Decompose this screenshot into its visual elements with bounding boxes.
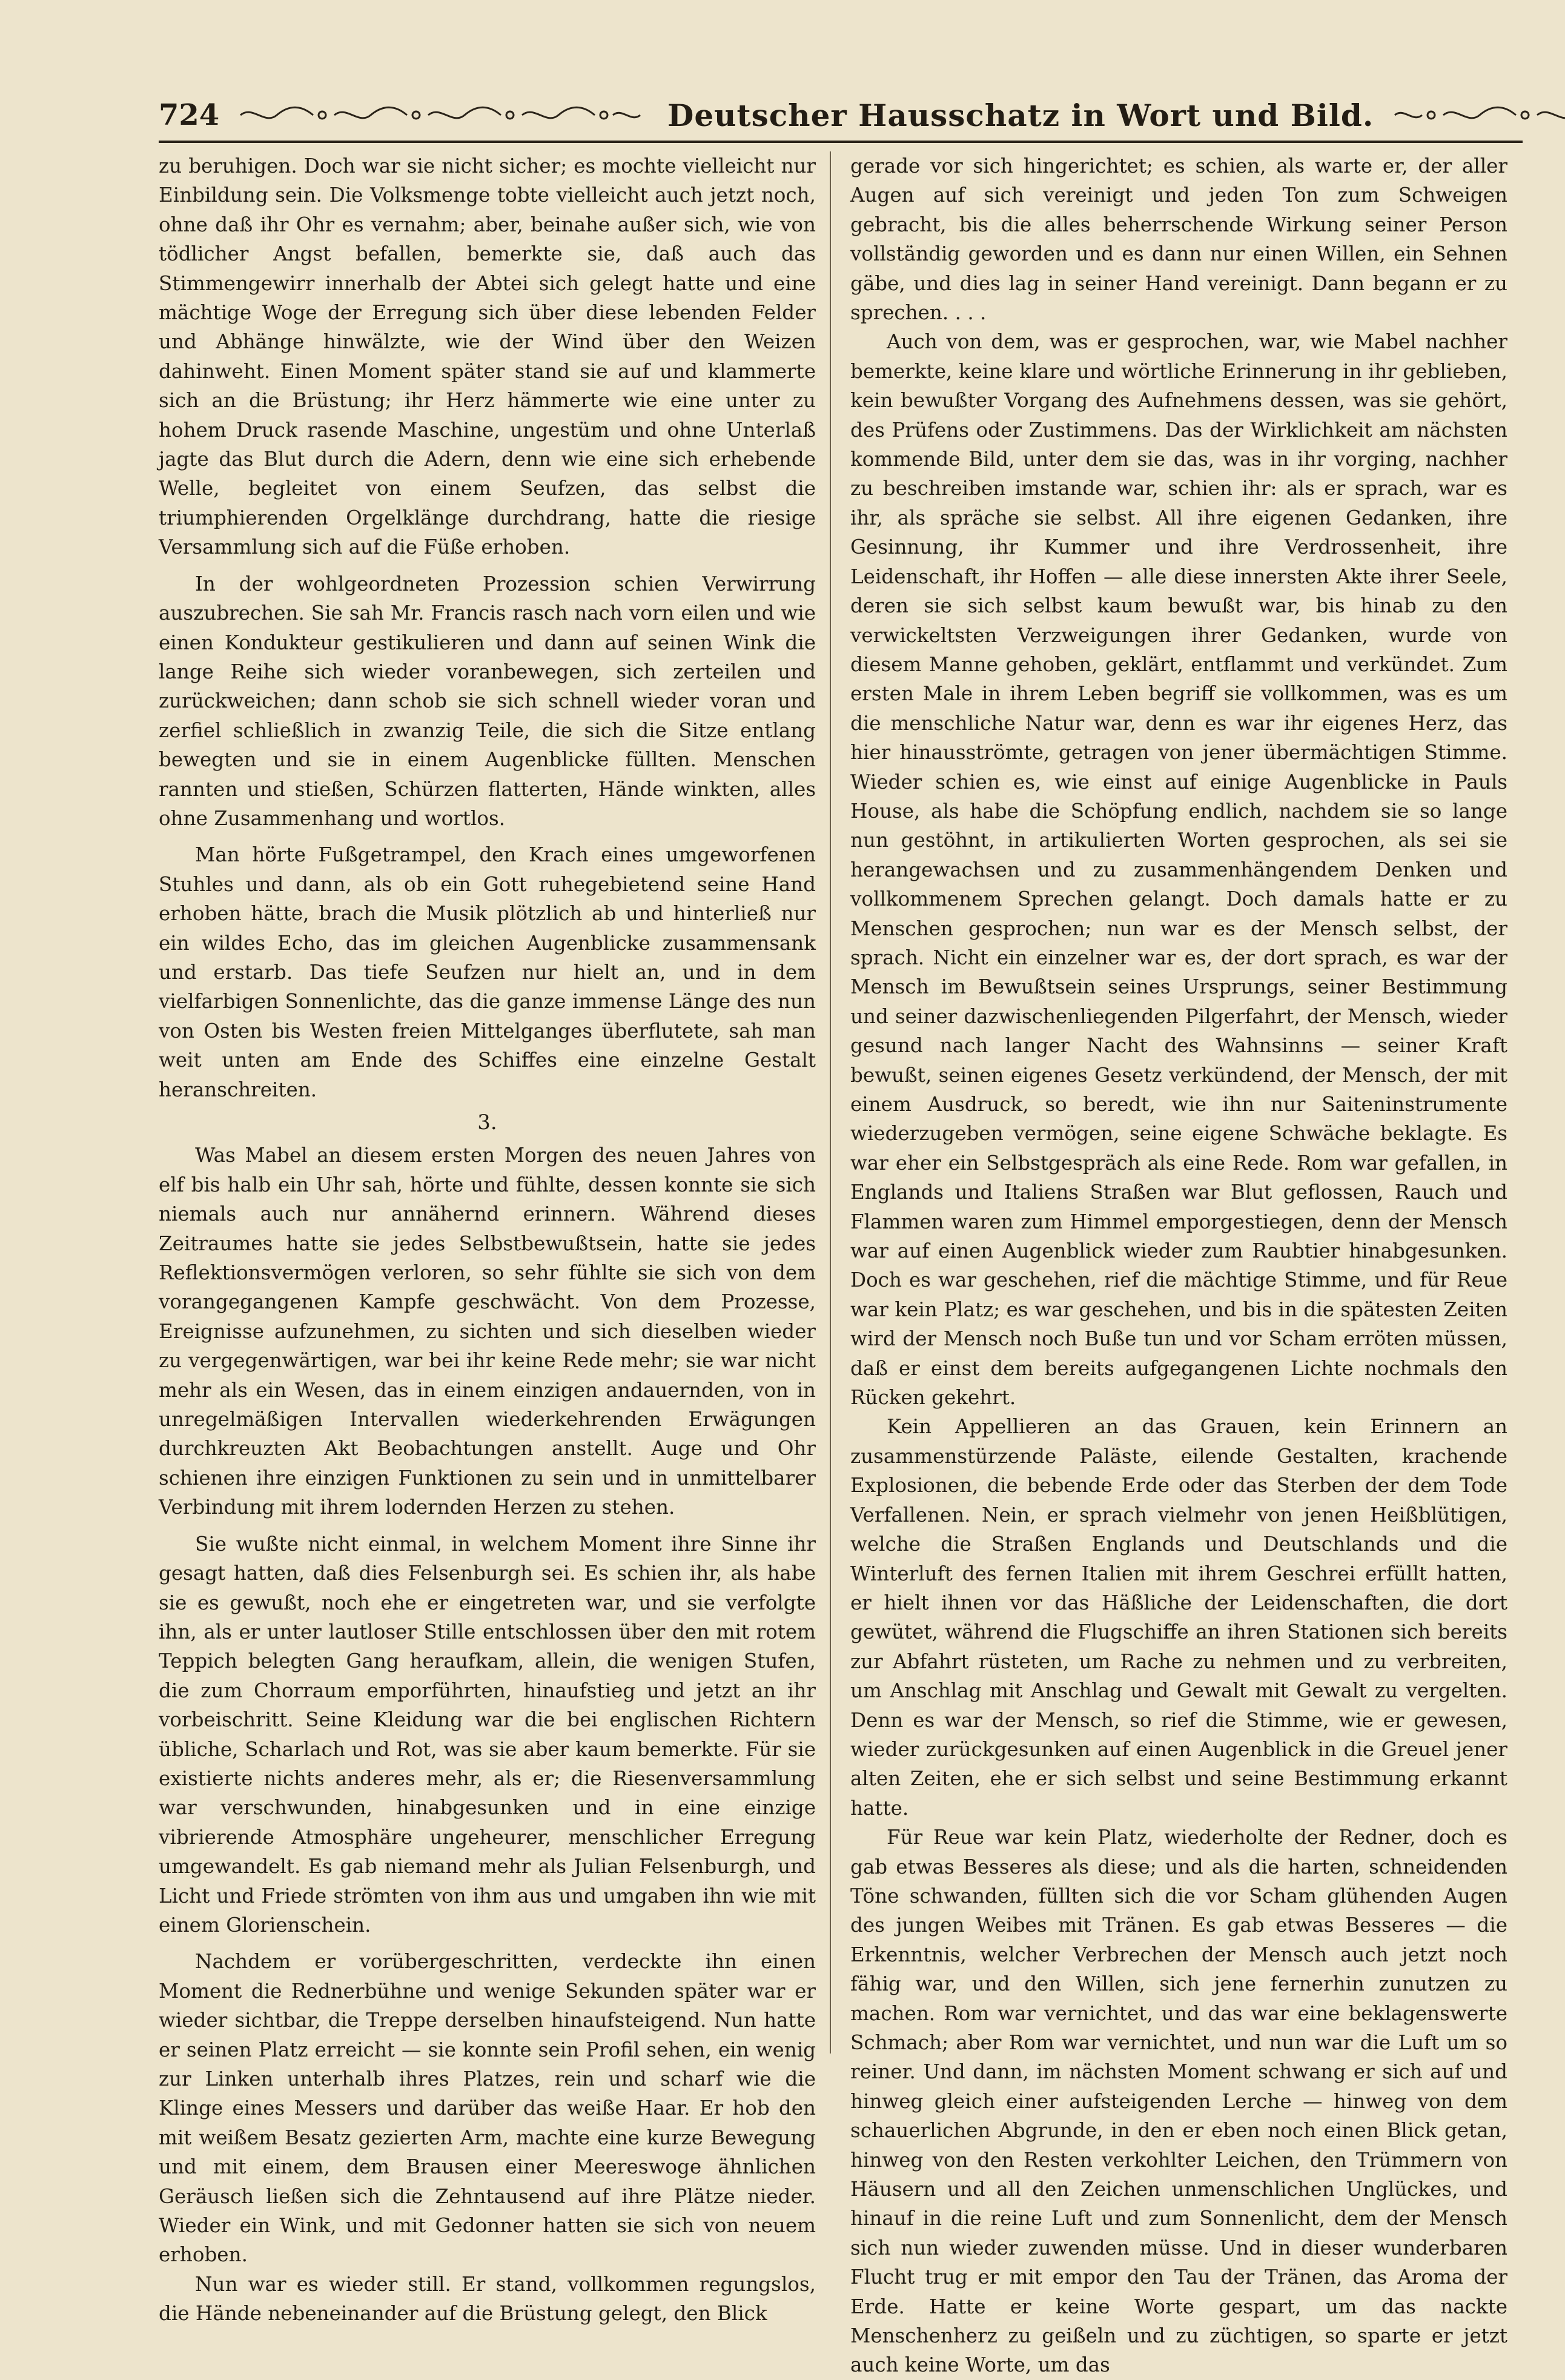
ornament-left bbox=[237, 105, 649, 125]
paragraph: Nachdem er vorübergeschritten, verdeckte ihn einen Moment die Rednerbühne und wenige Sekunden später war er wieder sichtbar, die Treppe derselben hinaufsteigend. Nun hatte er seinen Platz erreicht — sie konnte sein Profil sehen, ein wenig zur Linken unterhalb ihres Platzes, rein und scharf wie die Klinge eines Messers und darüber das weiße Haar. Er hob den mit weißem Besatz gezierten Arm, machte eine kurze Bewegung und mit einem, dem Brausen einer Meereswoge ähnlichen Geräusch ließen sich die Zehntausend auf ihre Plätze nieder. Wieder ein Wink, und mit Gedonner hatten sie sich von neuem erhoben. bbox=[159, 1950, 816, 2267]
running-title: Deutscher Hausschatz in Wort und Bild. bbox=[667, 97, 1374, 133]
paragraph: Man hörte Fußgetrampel, den Krach eines umgeworfenen Stuhles und dann, als ob ein Gott ruhegebietend seine Hand erhoben hätte, brach die Musik plötzlich ab und hinterließ nur ein wildes Echo, das im gleichen Augenblicke zusammensank und erstarb. Das tiefe Seufzen nur hielt an, und in dem vielfarbigen Sonnenlichte, das die ganze immense Länge des nun von Osten bis Westen freien Mittelganges überflutete, sah man weit unten am Ende des Schiffes eine einzelne Gestalt heranschreiten. bbox=[159, 843, 816, 1101]
paragraph: gerade vor sich hingerichtet; es schien, als warte er, der aller Augen auf sich vereinigt und jeden Ton zum Schweigen gebracht, bis die alles beherrschende Wirkung seiner Person vollständig geworden und es dann nur einen Willen, ein Sehnen gäbe, und dies lag in seiner Hand vereinigt. Dann begann er zu sprechen. . . . bbox=[850, 154, 1507, 325]
paragraph: Für Reue war kein Platz, wiederholte der Redner, doch es gab etwas Besseres als diese; und als die harten, schneidenden Töne schwanden, füllten sich die vor Scham glühenden Augen des jungen Weibes mit Tränen. Es gab etwas Besseres — die Erkenntnis, welcher Verbrechen der Mensch auch jetzt noch fähig war, und den Willen, sich jene fernerhin zunutzen zu machen. Rom war vernichtet, und das war eine beklagenswerte Schmach; aber Rom war vernichtet, und nun war die Luft um so reiner. Und dann, im nächsten Moment schwang er sich auf und hinweg gleich einer aufsteigenden Lerche — hinweg von dem schauerlichen Abgrunde, in den er eben noch einen Blick getan, hinweg von den Resten verkohlter Leichen, den Trümmern von Häusern und all den Zeichen unmenschlichen Unglückes, und hinauf in die reine Luft und zum Sonnenlicht, dem der Mensch sich nun wieder zuwenden müsse. Und in dieser wunderbaren Flucht trug er mit empor den Tau der Tränen, das Aroma der Erde. Hatte er keine Worte gespart, um das nackte Menschenherz zu geißeln und zu züchtigen, so sparte er jetzt auch keine Worte, um das bbox=[850, 1826, 1507, 2377]
header-rule bbox=[159, 141, 1523, 143]
paragraph: zu beruhigen. Doch war sie nicht sicher; es mochte vielleicht nur Einbildung sein. Die Volksmenge tobte vielleicht auch jetzt noch, ohne daß ihr Ohr es vernahm; aber, beinahe außer sich, wie von tödlicher Angst befallen, bemerkte sie, daß auch das Stimmengewirr innerhalb der Abtei sich gelegt hatte und eine mächtige Woge der Erregung sich über diese lebenden Felder und Abhänge hinwälzte, wie der Wind über den Weizen dahinweht. Einen Moment später stand sie auf und klammerte sich an die Brüstung; ihr Herz hämmerte wie eine unter zu hohem Druck rasende Maschine, ungestüm und ohne Unterlaß jagte das Blut durch die Adern, denn wie eine sich erhebende Welle, begleitet von einem Seufzen, das selbst die triumphierenden Orgelklänge durchdrang, hatte die riesige Versammlung sich auf die Füße erhoben. bbox=[159, 154, 816, 559]
ornament-right bbox=[1392, 105, 1565, 125]
paragraph: Was Mabel an diesem ersten Morgen des neuen Jahres von elf bis halb ein Uhr sah, hörte und fühlte, dessen konnte sie sich niemals auch nur annähernd erinnern. Während dieses Zeitraumes hatte sie jedes Selbstbewußtsein, hatte sie jedes Reflektionsvermögen verloren, so sehr fühlte sie sich von dem vorangegangenen Kampfe geschwächt. Von dem Prozesse, Ereignisse aufzunehmen, zu sichten und sich dieselben wieder zu vergegenwärtigen, war bei ihr keine Rede mehr; sie war nicht mehr als ein Wesen, das in einem einzigen andauernden, von in unregelmäßigen Intervallen wiederkehrenden Erwägungen durchkreuzten Akt Beobachtungen anstellt. Auge und Ohr schienen ihre einzigen Funktionen zu sein und in unmittelbarer Verbindung mit ihrem lodernden Herzen zu stehen. bbox=[159, 1144, 816, 1519]
page-number: 724 bbox=[159, 98, 220, 132]
left-column bbox=[159, 151, 816, 2329]
paragraph: Sie wußte nicht einmal, in welchem Moment ihre Sinne ihr gesagt hatten, daß dies Felsenburgh sei. Es schien ihr, als habe sie es gewußt, noch ehe er eingetreten war, und sie verfolgte ihn, als er unter lautloser Stille entschlossen über den mit rotem Teppich belegten Gang heraufkam, allein, die wenigen Stufen, die zum Chorraum emporführten, hinaufstieg und jetzt an ihr vorbeischritt. Seine Kleidung war die bei englischen Richtern übliche, Scharlach und Rot, was sie aber kaum bemerkte. Für sie existierte nichts anderes mehr, als er; die Riesenversammlung war verschwunden, hinabgesunken und in eine einzige vibrierende Atmosphäre ungeheurer, menschlicher Erregung umgewandelt. Es gab niemand mehr als Julian Felsenburgh, und Licht und Friede strömten von ihm aus und umgaben ihn wie mit einem Glorienschein. bbox=[159, 1532, 816, 1937]
paragraph: In der wohlgeordneten Prozession schien Verwirrung auszubrechen. Sie sah Mr. Francis rasch nach vorn eilen und wie einen Kondukteur gestikulieren und dann auf seinen Wink die lange Reihe sich wieder voranbewegen, sich zerteilen und zurückweichen; dann schob sie sich schnell wieder voran und zerfiel schließlich in zwanzig Teile, die sich die Sitze entlang bewegten und sie in einem Augenblicke füllten. Menschen rannten und stießen, Schürzen flatterten, Hände winkten, alles ohne Zusammenhang und wortlos. bbox=[159, 572, 816, 830]
section-number: 3. bbox=[477, 1110, 497, 1135]
right-column bbox=[850, 151, 1507, 2380]
paragraph: Nun war es wieder still. Er stand, vollkommen regungslos, die Hände nebeneinander auf die Brüstung gelegt, den Blick bbox=[159, 2272, 816, 2325]
page-header bbox=[159, 91, 1523, 139]
paragraph: Auch von dem, was er gesprochen, war, wie Mabel nachher bemerkte, keine klare und wörtliche Erinnerung in ihr geblieben, kein bewußter Vorgang des Aufnehmens dessen, was sie gehört, des Prüfens oder Zustimmens. Das der Wirklichkeit am nächsten kommende Bild, unter dem sie das, was in ihr vorging, nachher zu beschreiben imstande war, schien ihr: als er sprach, war es ihr, als spräche sie selbst. All ihre eigenen Gedanken, ihre Gesinnung, ihr Kummer und ihre Verdrossenheit, ihre Leidenschaft, ihr Hoffen — alle diese innersten Akte ihrer Seele, deren sie sich selbst kaum bewußt war, bis hinab zu den verwickeltsten Verzweigungen ihrer Gedanken, wurde von diesem Manne gehoben, geklärt, entflammt und verkündet. Zum ersten Male in ihrem Leben begriff sie vollkommen, was es um die menschliche Natur war, denn es war ihr eigenes Herz, das hier hinausströmte, getragen von jener übermächtigen Stimme. Wieder schien es, wie einst auf einige Augenblicke in Pauls House, als habe die Schöpfung endlich, nachdem sie so lange nun gestöhnt, in artikulierten Worten gesprochen, als sei sie herangewachsen und zu zusammenhängendem Denken und vollkommenem Sprechen gelangt. Doch damals hatte er zu Menschen gesprochen; nun war es der Mensch selbst, der sprach. Nicht ein einzelner war es, der dort sprach, es war der Mensch im Bewußtsein seines Ursprungs, seiner Bestimmung und seiner dazwischenliegenden Pilgerfahrt, der Mensch, wieder gesund nach langer Nacht des Wahnsinns — seiner Kraft bewußt, seinen eigenes Gesetz verkündend, der Mensch, der mit einem Ausdruck, so beredt, wie ihn nur Saiteninstrumente wiederzugeben vermögen, seine eigene Schwäche beklagte. Es war eher ein Selbstgespräch als eine Rede. Rom war gefallen, in Englands und Italiens Straßen war Blut geflossen, Rauch und Flammen waren zum Himmel emporgestiegen, denn der Mensch war auf einen Augenblick wieder zum Raubtier hinabgesunken. Doch es war geschehen, rief die mächtige Stimme, und für Reue war kein Platz; es war geschehen, und bis in die spätesten Zeiten wird der Mensch noch Buße tun und vor Scham erröten müssen, daß er einst dem bereits aufgegangenen Lichte nochmals den Rücken gekehrt. bbox=[850, 330, 1507, 1410]
column-divider bbox=[830, 151, 831, 2053]
paragraph: Kein Appellieren an das Grauen, kein Erinnern an zusammenstürzende Paläste, eilende Gestalten, krachende Explosionen, die bebende Erde oder das Sterben der dem Tode Verfallenen. Nein, er sprach vielmehr von jenen Heißblütigen, welche die Straßen Englands und Deutschlands und die Winterluft des fernen Italien mit ihrem Geschrei erfüllt hatten, er hielt ihnen vor das Häßliche der Leidenschaften, die dort gewütet, während die Flugschiffe an ihren Stationen sich bereits zur Abfahrt rüsteten, um Rache zu nehmen und zu verbreiten, um Anschlag mit Anschlag und Gewalt mit Gewalt zu vergelten. Denn es war der Mensch, so rief die Stimme, wie er gewesen, wieder zurückgesunken auf einen Augenblick in die Greuel jener alten Zeiten, ehe er sich selbst und seine Bestimmung erkannt hatte. bbox=[850, 1415, 1507, 1820]
